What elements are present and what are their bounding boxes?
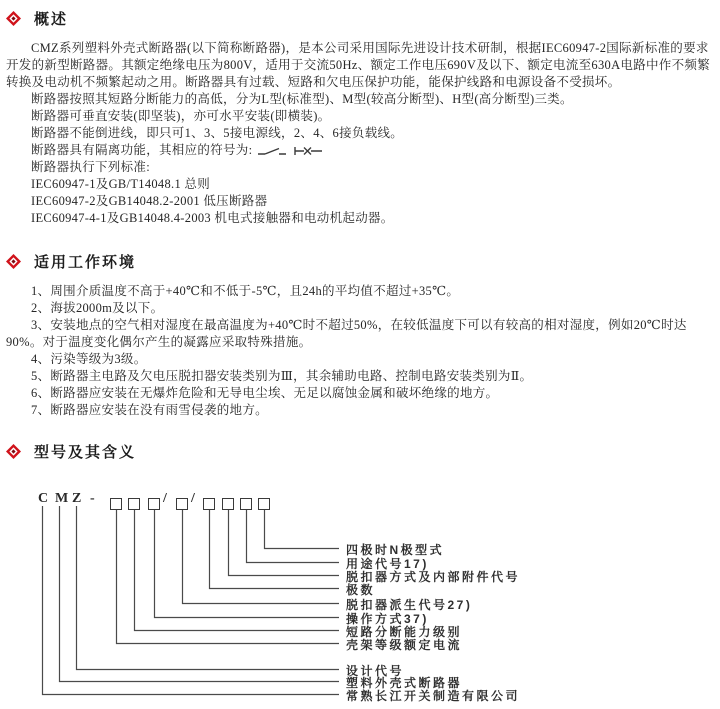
diagram-label: 极数 (346, 583, 376, 597)
overview-paragraph: 断路器按照其短路分断能力的高低，分为L型(标准型)、M型(较高分断型)、H型(高分断型)三类。 (31, 92, 573, 106)
diagram-label: 常熟长江开关制造有限公司 (346, 689, 521, 703)
overview-paragraph: 断路器不能倒进线，即只可1、3、5接电源线，2、4、6接负载线。 (31, 126, 404, 140)
red-diamond-icon (6, 444, 21, 459)
code-dash: - (90, 491, 95, 506)
environment-heading (6, 251, 714, 271)
environment-item: 1、周围介质温度不高于+40℃和不低于-5℃，且24h的平均值不超过+35℃。 (31, 284, 460, 298)
diagram-label: 壳架等级额定电流 (346, 638, 463, 652)
section-environment (6, 251, 714, 419)
standard-item: IEC60947-2及GB14048.2-2001 低压断路器 (31, 194, 268, 208)
overview-paragraph: CMZ系列塑料外壳式断路器(以下简称断路器)，是本公司采用国际先进设计技术研制，根据IEC60947-2国际新标准的要求开发的新型断路器。其额定绝缘电压为800V，适用于交流50Hz、额定工作电压690V及以下、额定电流至630A电路中作不频繁转换及电动机不频繁起动之用。断路器具有过载、短路和欠电压保护功能，能保护线路和电源设备不受损坏。 (6, 41, 711, 89)
diagram-label: 塑料外壳式断路器 (346, 676, 463, 690)
overview-heading (6, 8, 714, 28)
model-heading (6, 441, 714, 461)
isolation-symbol-line (6, 142, 714, 159)
isolation-symbol-text: 断路器具有隔离功能，其相应的符号为: (31, 143, 253, 157)
standards-intro: 断路器执行下列标准: (31, 160, 150, 174)
red-diamond-icon (6, 254, 21, 269)
model-code-diagram (6, 473, 714, 701)
code-box (222, 498, 234, 510)
diagram-label: 四极时N极型式 (346, 543, 445, 557)
switch-contact-symbol (257, 145, 287, 157)
diagram-label: 脱扣器方式及内部附件代号 (346, 570, 521, 584)
diagram-label: 脱扣器派生代号27) (346, 598, 473, 612)
code-slash: / (163, 491, 167, 506)
diagram-label: 设计代号 (346, 664, 405, 678)
overview-paragraph: 断路器可垂直安装(即坚装)，亦可水平安装(即横装)。 (31, 109, 331, 123)
code-box (240, 498, 252, 510)
environment-item: 3、安装地点的空气相对湿度在最高温度为+40℃时不超过50%，在较低温度下可以有较高的相对湿度，例如20℃时达90%。对于温度变化偶尔产生的凝露应采取特殊措施。 (6, 318, 687, 349)
code-box (148, 498, 160, 510)
code-letter-z: Z (72, 491, 82, 506)
red-diamond-icon (6, 11, 21, 26)
disconnector-symbol (292, 145, 324, 157)
section-title: 概述 (34, 10, 69, 28)
environment-item: 5、断路器主电路及欠电压脱扣器安装类别为Ⅲ，其余辅助电路、控制电路安装类别为Ⅱ。 (31, 369, 533, 383)
section-title: 型号及其含义 (34, 443, 137, 461)
code-letter-m: M (55, 491, 69, 506)
code-box (203, 498, 215, 510)
section-overview (6, 8, 714, 227)
code-slash: / (191, 491, 195, 506)
code-box (258, 498, 270, 510)
diagram-label: 操作方式37) (346, 612, 429, 626)
code-box (110, 498, 122, 510)
code-box (128, 498, 140, 510)
environment-item: 6、断路器应安装在无爆炸危险和无导电尘埃、无足以腐蚀金属和破坏绝缘的地方。 (31, 386, 499, 400)
code-box (176, 498, 188, 510)
standard-item: IEC60947-4-1及GB14048.4-2003 机电式接触器和电动机起动器。 (31, 211, 394, 225)
environment-item: 7、断路器应安装在没有雨雪侵袭的地方。 (31, 403, 268, 417)
diagram-label: 短路分断能力级别 (346, 625, 463, 639)
standard-item: IEC60947-1及GB/T14048.1 总则 (31, 177, 211, 191)
section-title: 适用工作环境 (34, 253, 137, 271)
section-model (6, 441, 714, 701)
environment-item: 2、海拔2000m及以下。 (31, 301, 164, 315)
diagram-label: 用途代号17) (346, 557, 429, 571)
environment-item: 4、污染等级为3级。 (31, 352, 147, 366)
code-letter-c: C (38, 491, 49, 506)
